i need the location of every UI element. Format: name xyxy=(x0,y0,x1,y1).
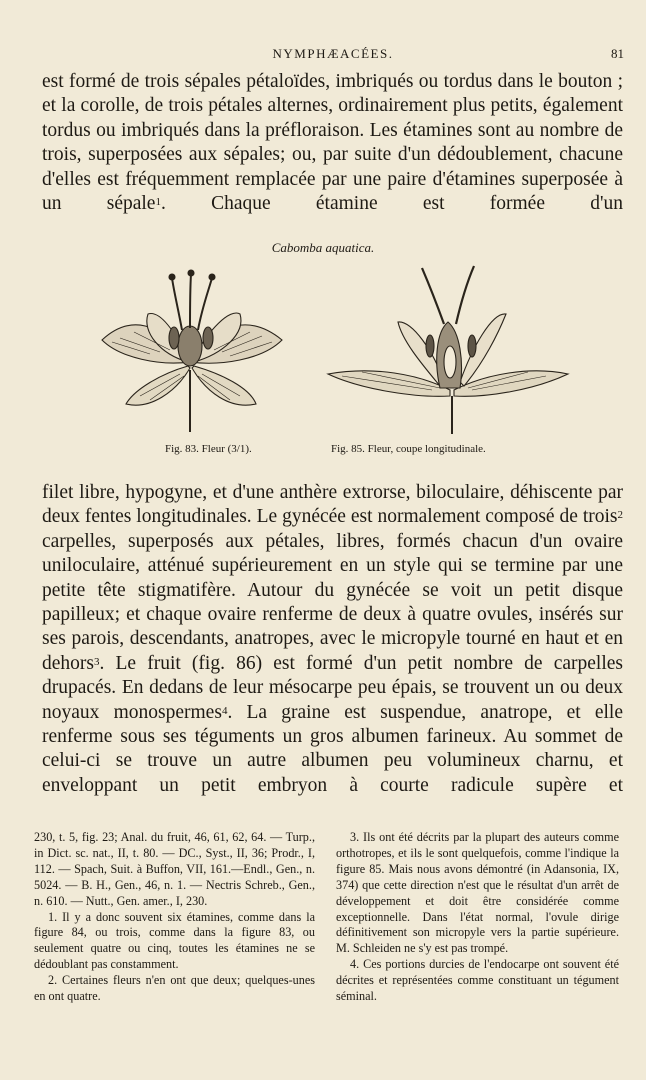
body-text-top-end: . Chaque étamine est formée d'un xyxy=(160,193,623,215)
figure-caption-85: Fig. 85. Fleur, coupe longitudinale. xyxy=(331,443,486,455)
page-header xyxy=(42,46,624,66)
footnote-1: 1. Il y a donc souvent six étamines, comme dans la figure 84, ou trois, comme dans la figure 83, ou seulement quatre ou cinq, toutes les étamines ne se dédoublant pas constamment. xyxy=(34,909,315,972)
body-paragraph-top xyxy=(42,70,623,216)
body-text-a: filet libre, hypogyne, et d'une anthère extrorse, biloculaire, déhiscente par deux fentes longitudinales. Le gynécée est normalement composé de trois xyxy=(42,482,623,528)
body-text-c: . Le fruit (fig. 86) est formé d'un petit nombre de carpelles drupacés. En dedans de leur mésocarpe peu épais, se trouvent un ou deux noyaux monospermes xyxy=(42,652,623,723)
page-number: 81 xyxy=(611,46,624,61)
footnote-ref-3: 3 xyxy=(94,655,100,668)
figure-title: Cabomba aquatica. xyxy=(271,240,375,255)
body-paragraph-bottom xyxy=(42,481,623,798)
footnotes-left-column xyxy=(34,830,315,1005)
footnote-ref-2: 2 xyxy=(617,509,623,522)
footnotes-right-column xyxy=(336,830,619,1005)
figure-caption-83: Fig. 83. Fleur (3/1). xyxy=(165,443,252,455)
body-text-b: carpelles, superposés aux pétales, libres, formés chacun d'un ovaire uniloculaire, atténué supérieurement en un style qui se termine par une petite tête stigmatifère. Autour du gynécée se voit un petit disque papilleux; et chaque ovaire renferme de deux à quatre ovules, insérés sur ses parois, descendants, anatropes, avec le micropyle tourné en haut et en dehors xyxy=(42,530,623,674)
footnote-ref-4: 4 xyxy=(221,704,228,717)
footnote-4: 4. Ces portions durcies de l'endocarpe ont souvent été décrites et représentées comme constituant un tégument séminal. xyxy=(336,957,619,1004)
flower-section-illustration xyxy=(322,262,572,434)
running-title: NYMPHÆACÉES. xyxy=(272,46,394,61)
flower-illustration xyxy=(90,262,290,434)
footnote-2: 2. Certaines fleurs n'en ont que deux; quelques-unes en ont quatre. xyxy=(34,973,315,1004)
footnote-ref-1: 1 xyxy=(155,196,161,209)
bibliography-refs: 230, t. 5, fig. 23; Anal. du fruit, 46, 61, 62, 64. — Turp., in Dict. sc. nat., II, t. 80. — DC., Syst., II, 36; Prodr., I, 112. — Spach, Suit. à Buffon, VII, 161.—Endl., Gen., n. 5024. — B. H., Gen., 46, n. 1. — Nectris Schreb., Gen., n. 610. — Nutt., Gen. amer., I, 230. xyxy=(34,830,315,908)
body-text-d: . La graine est suspendue, anatrope, et elle renferme sous ses téguments un gros albumen farineux. Au sommet de celui-ci se trouve un autre albumen peu volumineux charnu, et enveloppant un petit embryon à courte radicule supère et xyxy=(42,701,624,796)
body-text-top: est formé de trois sépales pétaloïdes, imbriqués ou tordus dans le bouton ; et la corolle, de trois pétales alternes, ordinairement plus petits, également tordus ou imbriqués dans la préfloraison. Les étamines sont au nombre de trois, superposées aux sépales; ou, par suite d'un dédoublement, chacune d'elles est fréquemment remplacée par une paire d'étamines superposée à un sépale xyxy=(42,71,623,215)
footnote-3: 3. Ils ont été décrits par la plupart des auteurs comme orthotropes, et ils le sont quelquefois, comme l'indique la figure 85. Mais nous avons démontré (in Adansonia, IX, 374) que cette direction n'est que le résultat d'un arrêt de développement et doit être considérée comme exceptionnelle. Dans l'état normal, l'ovule dirige définitivement son micropyle vers la partie supérieure. M. Schleiden ne s'y est pas trompé. xyxy=(336,830,619,956)
